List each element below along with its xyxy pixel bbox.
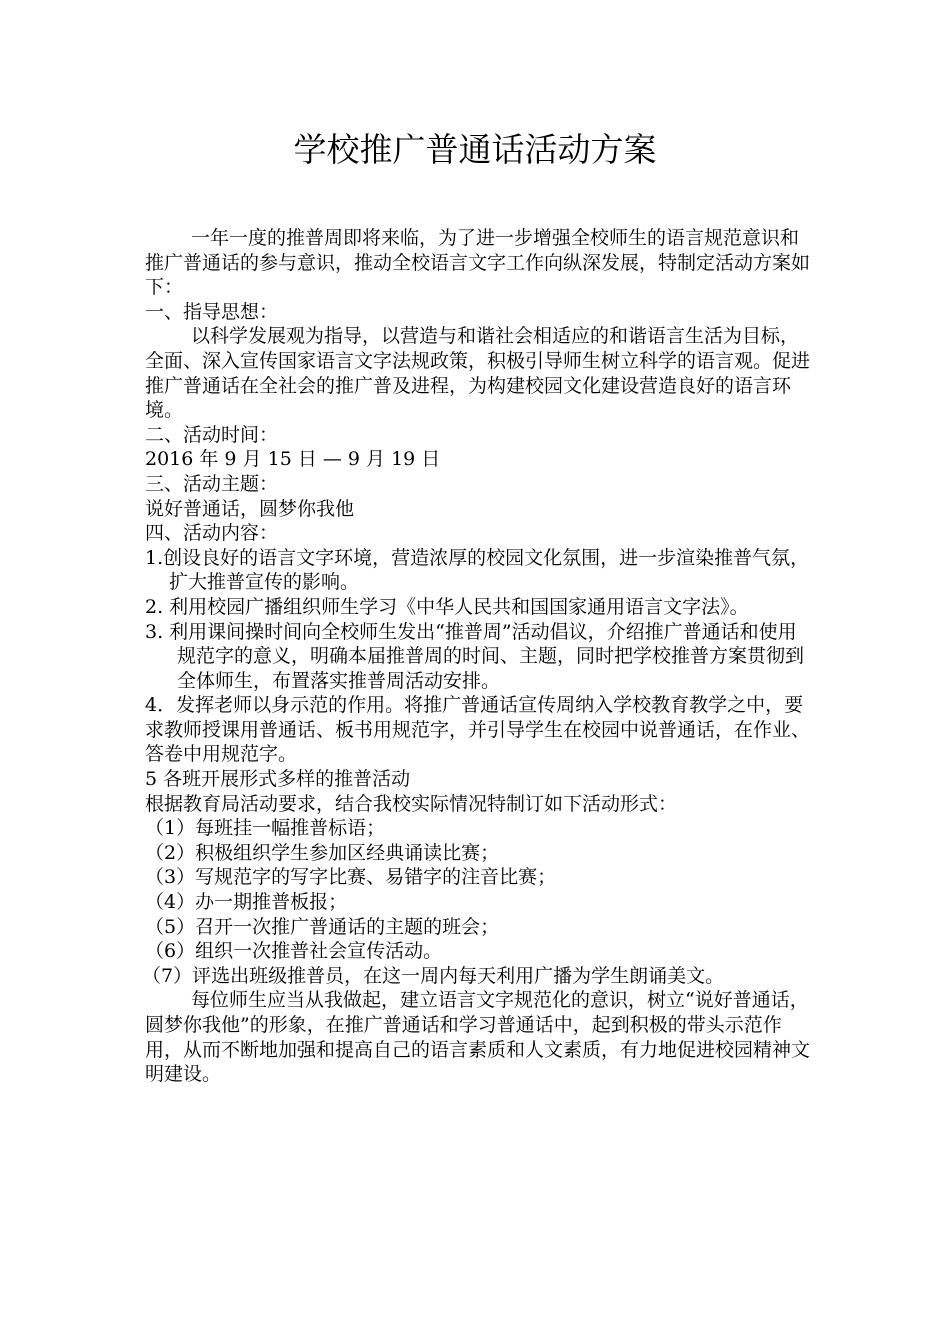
section-4-heading: 四、活动内容： [145,522,279,545]
closing-paragraph: 每位师生应当从我做起，建立语言文字规范化的意识，树立“说好普通话，圆梦你我他”的形象，在推广普通话和学习普通话中，起到积极的带头示范作用，从而不断地加强和提高自己的语言素质和人文素质，有力地促进校园精神文明建设。 [145,989,811,1086]
form-item-3: （3）写规范字的写字比赛、易错字的注音比赛； [145,866,557,889]
content-item-1: 1.创设良好的语言文字环境，营造浓厚的校园文化氛围，进一步渲染推普气氛，扩大推普宣传的影响。 [145,546,810,594]
content-item-5-intro: 根据教育局活动要求，结合我校实际情况特制订如下活动形式： [145,792,678,815]
section-1-body: 以科学发展观为指导，以营造与和谐社会相适应的和谐语言生活为目标，全面、深入宣传国家语言文字法规政策，积极引导师生树立科学的语言观。促进推广普通话在全社会的推广普及进程，为构建校园文化建设营造良好的语言环境。 [145,325,811,422]
form-item-5: （5）召开一次推广普通话的主题的班会； [145,915,500,938]
form-item-4: （4）办一期推普板报； [145,891,348,914]
document-body [142,226,813,1087]
form-item-1: （1）每班挂一幅推普标语； [145,817,386,840]
document-title: 学校推广普通话活动方案 [293,130,657,169]
section-2-body: 2016 年 9 月 15 日 — 9 月 19 日 [145,448,441,471]
section-1-heading: 一、指导思想： [145,300,279,323]
intro-paragraph: 一年一度的推普周即将来临，为了进一步增强全校师生的语言规范意识和推广普通话的参与意识，推动全校语言文字工作向纵深发展，特制定活动方案如下： [145,227,811,299]
section-3-heading: 三、活动主题： [145,472,279,495]
form-item-6: （6）组织一次推普社会宣传活动。 [145,940,443,963]
section-3-body: 说好普通话，圆梦你我他 [145,497,355,520]
content-item-5: 5 各班开展形式多样的推普活动 [145,768,411,791]
content-item-3: 3. 利用课间操时间向全校师生发出“推普周”活动倡议，介绍推广普通话和使用规范字的意义，明确本届推普周的时间、主题，同时把学校推普方案贯彻到全体师生，布置落实推普周活动安排。 [145,620,805,692]
content-item-4: 4．发挥老师以身示范的作用。将推广普通话宣传周纳入学校教育教学之中，要求教师授课用普通话、板书用规范字，并引导学生在校园中说普通话，在作业、答卷中用规范字。 [145,694,811,766]
form-item-2: （2）积极组织学生参加区经典诵读比赛； [145,841,500,864]
section-2-heading: 二、活动时间： [145,423,279,446]
content-item-2: 2. 利用校园广播组织师生学习《中华人民共和国国家通用语言文字法》。 [145,595,749,618]
form-item-7: （7）评选出班级推普员，在这一周内每天利用广播为学生朗诵美文。 [142,964,725,987]
